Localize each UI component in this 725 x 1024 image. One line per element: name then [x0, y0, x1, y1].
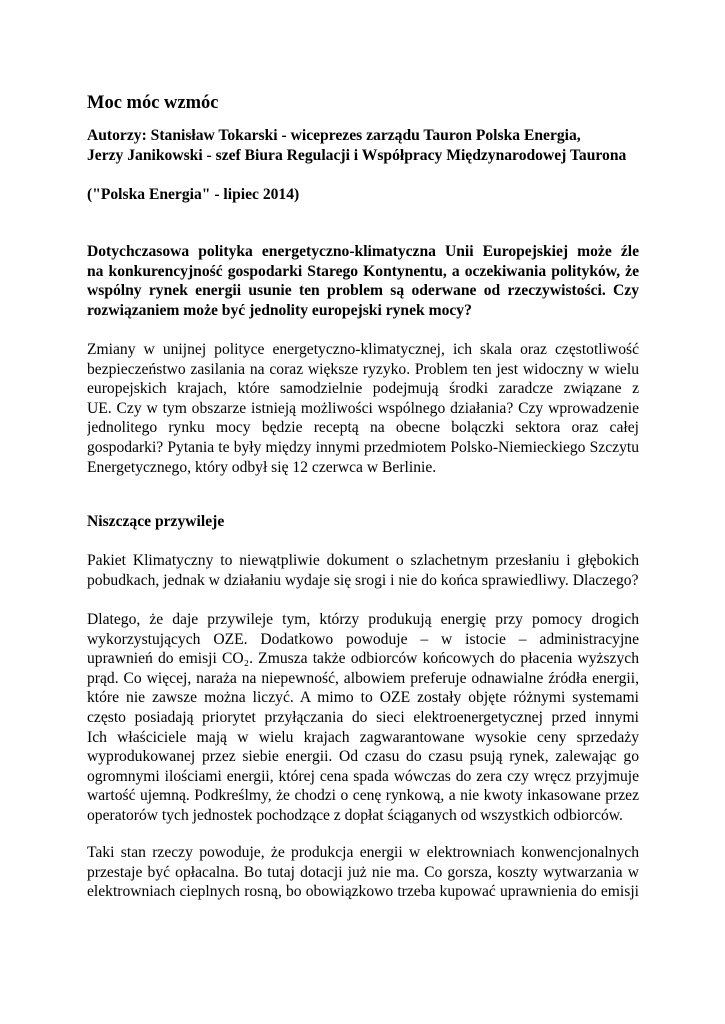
text-line: jednolitego rynku mocy będzie receptą na obecne bolączki sektora oraz całej	[87, 419, 639, 437]
paragraph-2	[87, 551, 639, 590]
text-line: bezpieczeństwo zasilania na coraz większe ryzyko. Problem ten jest widoczny w wielu	[87, 360, 639, 378]
text-line: wspólny rynek energii usunie ten problem są oderwane od rzeczywistości. Czy	[87, 282, 639, 300]
text-line: na konkurencyjność gospodarki Starego Kontynentu, a oczekiwania polityków, że	[87, 262, 639, 280]
paragraph-3	[87, 610, 639, 826]
authors	[87, 126, 639, 165]
publication-source	[87, 185, 639, 205]
text-line: europejskich krajach, które samodzielnie podejmują środki zaradcze związane z	[87, 380, 639, 398]
text-line: rozwiązaniem może być jednolity europejski rynek mocy?	[87, 301, 472, 319]
text-line: Dotychczasowa polityka energetyczno-klimatyczna Unii Europejskiej może źle	[87, 243, 639, 260]
text-line: elektrowniach cieplnych rosną, bo obowiązkowo trzeba kupować uprawnienia do emisji	[87, 883, 639, 901]
text-line: wykorzystujących OZE. Dodatkowo powoduje – w istocie – administracyjne	[87, 630, 639, 648]
text-line: przestaje być opłacalna. Bo tutaj dotacji już nie ma. Co gorsza, koszty wytwarzania w	[87, 863, 639, 881]
article-title-block	[87, 92, 639, 114]
source-text: ("Polska Energia" - lipiec 2014)	[87, 186, 300, 203]
text-line: które nie zawsze można liczyć. A mimo to OZE zostały objęte różnymi systemami	[87, 689, 639, 707]
text-line: uprawnień do emisji CO₂. Zmusza także odbiorców końcowych do płacenia wyższych	[87, 650, 639, 668]
text-line: Zmiany w unijnej polityce energetyczno-klimatycznej, ich skala oraz częstotliwość	[87, 341, 639, 358]
text-line: Taki stan rzeczy powoduje, że produkcja energii w elektrowniach konwencjonalnych	[87, 844, 639, 861]
section-heading: Niszczące przywileje	[87, 513, 225, 530]
text-line: ogromnymi ilościami energii, której cena spada wówczas do zera czy wręcz przyjmuje	[87, 767, 639, 785]
text-line: Autorzy: Stanisław Tokarski - wiceprezes zarządu Tauron Polska Energia,	[87, 127, 581, 144]
paragraph-4	[87, 843, 639, 902]
section-heading-block	[87, 512, 639, 532]
text-line: Jerzy Janikowski - szef Biura Regulacji i Współpracy Międzynarodowej Taurona	[87, 146, 627, 164]
text-line: Ich właściciele mają w wielu krajach zagwarantowane wysokie ceny sprzedaży	[87, 728, 639, 746]
lead-paragraph	[87, 242, 639, 320]
text-line: wyprodukowanej przez siebie energii. Od czasu do czasu psują rynek, zalewając go	[87, 748, 639, 766]
text-line: pobudkach, jednak w działaniu wydaje się srogi i nie do końca sprawiedliwy. Dlaczego?	[87, 571, 639, 589]
text-line: często posiadają priorytet przyłączania do sieci elektroenergetycznej przed innymi	[87, 708, 639, 726]
text-line: operatorów tych jednostek pochodzące z dopłat ściąganych od wszystkich odbiorców.	[87, 806, 623, 824]
text-line: Energetycznego, który odbył się 12 czerwca w Berlinie.	[87, 458, 437, 476]
text-line: wartość ujemną. Podkreślmy, że chodzi o cenę rynkową, a nie kwoty inkasowane przez	[87, 787, 639, 805]
paragraph-1	[87, 340, 639, 477]
text-line: Pakiet Klimatyczny to niewątpliwie dokument o szlachetnym przesłaniu i głębokich	[87, 552, 639, 569]
text-line: UE. Czy w tym obszarze istnieją możliwości wspólnego działania? Czy wprowadzenie	[87, 399, 639, 417]
article-title: Moc móc wzmóc	[87, 93, 219, 113]
text-line: gospodarki? Pytania te były między innymi przedmiotem Polsko-Niemieckiego Szczytu	[87, 438, 639, 456]
text-line: prąd. Co więcej, naraża na niepewność, albowiem preferuje odnawialne źródła energii,	[87, 669, 639, 687]
text-line: Dlatego, że daje przywileje tym, którzy produkują energię przy pomocy drogich	[87, 611, 639, 628]
